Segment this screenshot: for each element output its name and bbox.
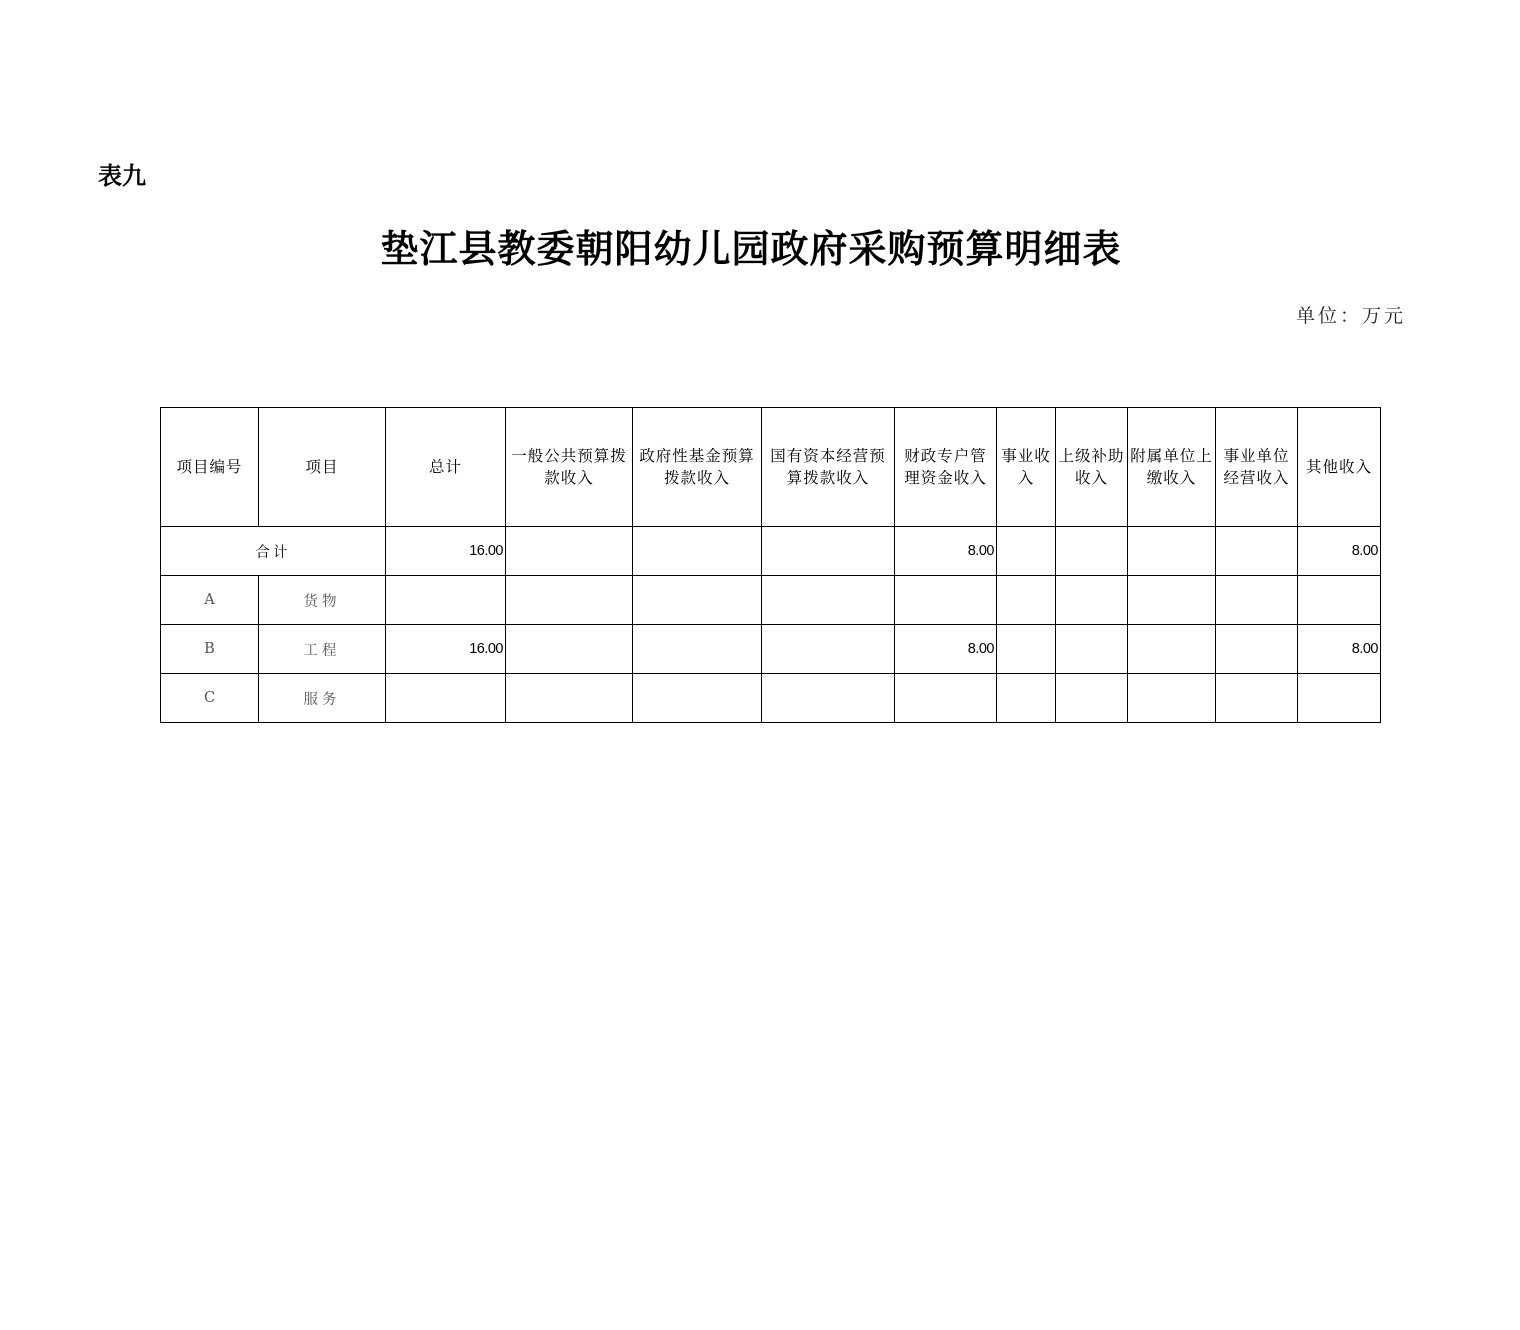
table-cell	[633, 625, 762, 674]
total-label: 合计	[161, 527, 386, 576]
table-cell	[1056, 527, 1128, 576]
header-cell: 项目	[259, 408, 386, 527]
table-cell: 16.00	[386, 625, 506, 674]
table-cell	[895, 576, 997, 625]
header-cell: 其他收入	[1298, 408, 1381, 527]
table-cell	[762, 576, 895, 625]
table-cell	[1128, 625, 1216, 674]
table-cell	[997, 576, 1056, 625]
header-cell: 上级补助收入	[1056, 408, 1128, 527]
header-cell: 事业单位经营收入	[1216, 408, 1298, 527]
header-cell: 国有资本经营预算拨款收入	[762, 408, 895, 527]
table-cell: 8.00	[1298, 527, 1381, 576]
table-row	[161, 576, 1381, 625]
table-cell	[762, 625, 895, 674]
table-row	[161, 625, 1381, 674]
header-cell: 事业收入	[997, 408, 1056, 527]
item-code: A	[161, 576, 259, 625]
table-cell	[1056, 576, 1128, 625]
table-cell	[1216, 576, 1298, 625]
table-row	[161, 674, 1381, 723]
table-cell	[762, 527, 895, 576]
table-cell	[1216, 527, 1298, 576]
table-cell: 16.00	[386, 527, 506, 576]
table-cell	[386, 576, 506, 625]
table-cell	[1128, 527, 1216, 576]
page-title: 垫江县教委朝阳幼儿园政府采购预算明细表	[380, 226, 1122, 271]
header-row	[161, 408, 1381, 527]
table-cell	[997, 674, 1056, 723]
table-cell: 8.00	[1298, 625, 1381, 674]
item-code: C	[161, 674, 259, 723]
table-cell	[633, 576, 762, 625]
table-cell	[1298, 674, 1381, 723]
table-cell	[1056, 674, 1128, 723]
total-row	[161, 527, 1381, 576]
header-cell: 政府性基金预算拨款收入	[633, 408, 762, 527]
table-cell	[633, 674, 762, 723]
table-cell	[1298, 576, 1381, 625]
unit-label: 单位：万元	[1295, 305, 1406, 327]
table-cell	[506, 625, 633, 674]
header-cell: 项目编号	[161, 408, 259, 527]
table-cell	[506, 576, 633, 625]
header-cell: 总计	[386, 408, 506, 527]
item-name: 工程	[259, 625, 386, 674]
table-cell	[506, 674, 633, 723]
item-name: 货物	[259, 576, 386, 625]
table-label: 表九	[98, 162, 146, 190]
table-cell	[1128, 576, 1216, 625]
table-cell	[762, 674, 895, 723]
table-cell	[633, 527, 762, 576]
item-name: 服务	[259, 674, 386, 723]
header-cell: 一般公共预算拨款收入	[506, 408, 633, 527]
table-cell	[1128, 674, 1216, 723]
table-cell	[386, 674, 506, 723]
header-cell: 附属单位上缴收入	[1128, 408, 1216, 527]
header-cell: 财政专户管理资金收入	[895, 408, 997, 527]
table-cell	[997, 527, 1056, 576]
item-code: B	[161, 625, 259, 674]
table-cell	[1216, 625, 1298, 674]
procurement-budget-table	[160, 407, 1381, 723]
table-cell	[1056, 625, 1128, 674]
table-cell	[997, 625, 1056, 674]
table-cell: 8.00	[895, 527, 997, 576]
table-cell	[1216, 674, 1298, 723]
table-cell	[506, 527, 633, 576]
table-cell	[895, 674, 997, 723]
table-cell: 8.00	[895, 625, 997, 674]
